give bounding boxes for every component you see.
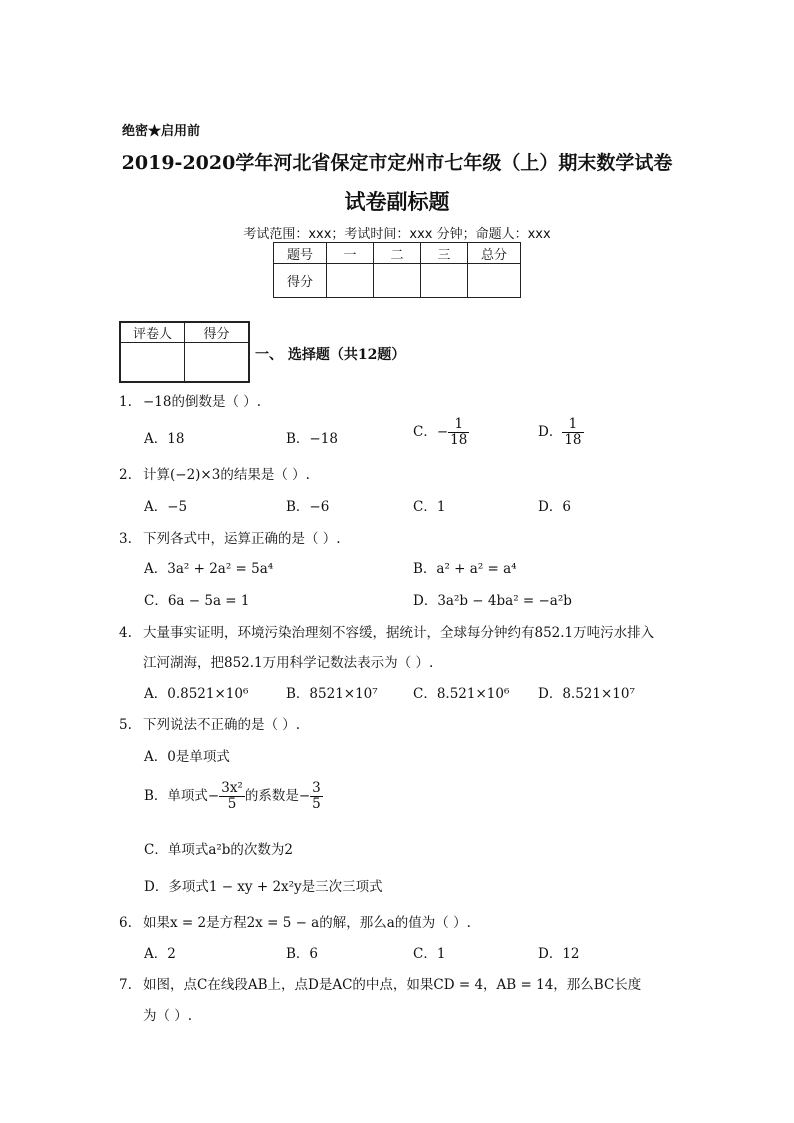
option-c: C．6a − 5a = 1 — [144, 593, 250, 609]
question-number: 4. — [119, 625, 132, 641]
option-a: A．0是单项式 — [144, 749, 230, 765]
question-7 — [119, 973, 641, 993]
option-b-prefix: B．单项式− — [144, 787, 220, 804]
secret-label: 绝密★启用前 — [122, 124, 201, 139]
option-d: D．12 — [538, 946, 580, 962]
grader-cell — [120, 343, 185, 383]
question-number: 2. — [119, 467, 132, 483]
option-c: C．1 — [413, 946, 446, 962]
score-cell — [327, 264, 374, 298]
option-b: B．−18 — [286, 431, 338, 447]
question-stem: 计算(−2)×3的结果是（ ）. — [143, 467, 310, 483]
question-number: 7. — [119, 977, 132, 993]
score-cell — [468, 264, 521, 298]
score-row-label: 得分 — [274, 264, 327, 298]
question-2 — [119, 463, 310, 483]
option-d — [538, 417, 584, 448]
exam-meta: 考试范围：xxx；考试时间：xxx 分钟；命题人：xxx — [243, 227, 551, 242]
option-a: A．2 — [144, 946, 176, 962]
option-a: A．−5 — [144, 499, 188, 515]
fraction-numerator: 1 — [448, 417, 469, 433]
option-d-prefix: D． — [538, 423, 563, 440]
score-header: 三 — [421, 243, 468, 264]
question-stem-line2: 为（ ）. — [143, 1008, 193, 1024]
exam-title: 2019-2020学年河北省保定市定州市七年级（上）期末数学试卷 — [121, 152, 673, 174]
fraction-denominator: 5 — [312, 795, 321, 812]
question-1 — [119, 390, 261, 410]
fraction — [562, 417, 583, 448]
score-table — [273, 242, 521, 298]
fraction — [219, 781, 245, 812]
fraction-numerator: 1 — [562, 417, 583, 433]
score-cell — [421, 264, 468, 298]
option-b: B．−6 — [286, 499, 330, 515]
score-header: 总分 — [468, 243, 521, 264]
option-a: A．18 — [144, 431, 185, 447]
exam-subtitle: 试卷副标题 — [344, 189, 450, 214]
fraction-denominator: 18 — [564, 431, 582, 448]
question-3 — [119, 527, 341, 547]
fraction-denominator: 18 — [450, 431, 468, 448]
option-c — [413, 417, 469, 448]
option-c: C．单项式a²b的次数为2 — [144, 842, 294, 858]
option-c: C．8.521×10⁶ — [413, 686, 510, 702]
fraction-denominator: 5 — [227, 795, 237, 812]
grader-header: 评卷人 — [120, 322, 185, 343]
question-stem: 如果x = 2是方程2x = 5 − a的解，那么a的值为（ ）. — [143, 915, 471, 931]
option-b: B．a² + a² = a⁴ — [413, 561, 517, 577]
question-stem: 下列各式中，运算正确的是（ ）. — [143, 531, 341, 547]
fraction — [310, 781, 323, 812]
option-d: D．6 — [538, 499, 571, 515]
option-d: D．3a²b − 4ba² = −a²b — [413, 593, 572, 609]
question-number: 3. — [119, 531, 132, 547]
score-header: 题号 — [274, 243, 327, 264]
option-b-middle: 的系数是− — [244, 787, 311, 804]
option-b: B．6 — [286, 946, 319, 962]
option-d: D．8.521×10⁷ — [538, 686, 635, 702]
option-c: C．1 — [413, 499, 446, 515]
option-b: B．8521×10⁷ — [286, 686, 378, 702]
option-d: D．多项式1 − xy + 2x²y是三次三项式 — [144, 879, 383, 895]
grader-header: 得分 — [185, 322, 250, 343]
question-6 — [119, 911, 471, 931]
section-heading: 一、 选择题（共12题） — [255, 347, 406, 363]
score-header: 二 — [374, 243, 421, 264]
grader-cell — [185, 343, 250, 383]
option-c-prefix: C．− — [413, 423, 449, 440]
grader-table — [119, 321, 250, 383]
fraction — [448, 417, 469, 448]
score-cell — [374, 264, 421, 298]
question-4 — [119, 621, 654, 641]
question-stem: −18的倒数是（ ）. — [143, 394, 262, 410]
question-stem: 下列说法不正确的是（ ）. — [143, 717, 301, 733]
fraction-numerator: 3 — [312, 780, 321, 796]
option-a: A．0.8521×10⁶ — [144, 686, 249, 702]
option-b — [144, 781, 323, 812]
question-number: 6. — [119, 915, 132, 931]
question-stem-line1: 大量事实证明，环境污染治理刻不容缓，据统计，全球每分钟约有852.1万吨污水排入 — [143, 625, 655, 641]
fraction-numerator: 3x² — [221, 780, 243, 796]
question-5 — [119, 713, 300, 733]
option-a: A．3a² + 2a² = 5a⁴ — [144, 561, 274, 577]
question-stem-line1: 如图，点C在线段AB上，点D是AC的中点，如果CD = 4，AB = 14，那么BC长度 — [143, 977, 642, 993]
score-header: 一 — [327, 243, 374, 264]
question-number: 5. — [119, 717, 132, 733]
question-number: 1. — [119, 394, 132, 410]
question-stem-line2: 江河湖海，把852.1万用科学记数法表示为（ ）. — [143, 655, 434, 671]
